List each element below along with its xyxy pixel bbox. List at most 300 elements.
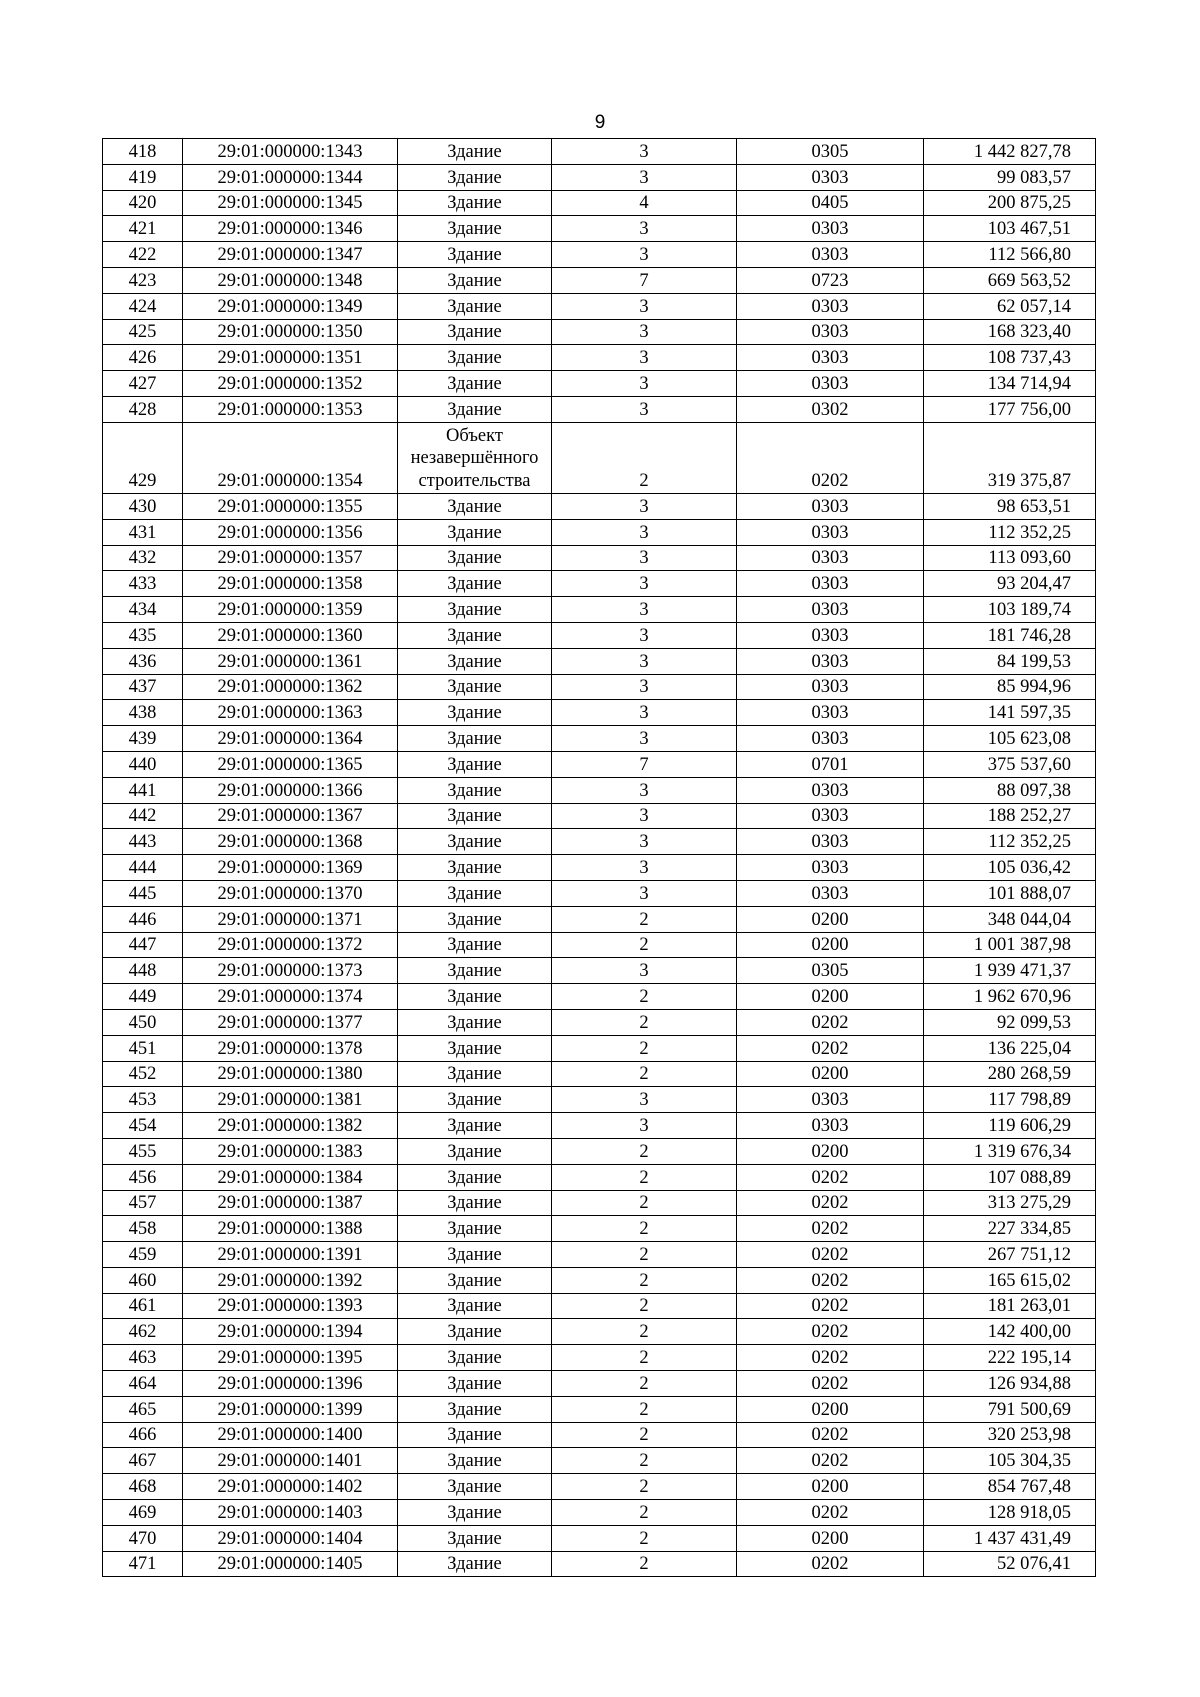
code-cell: 0202 <box>737 1500 924 1526</box>
cadastral-number-cell: 29:01:000000:1351 <box>183 345 398 371</box>
object-type-cell: Здание <box>398 880 552 906</box>
code-cell: 0202 <box>737 1345 924 1371</box>
cadastral-value-cell: 105 036,42 <box>924 855 1096 881</box>
group-cell: 3 <box>552 396 737 422</box>
cadastral-number-cell: 29:01:000000:1377 <box>183 1009 398 1035</box>
group-cell: 3 <box>552 1113 737 1139</box>
row-number-cell: 452 <box>103 1061 183 1087</box>
table-row <box>103 345 1096 371</box>
cadastral-number-cell: 29:01:000000:1358 <box>183 571 398 597</box>
cadastral-number-cell: 29:01:000000:1384 <box>183 1164 398 1190</box>
object-type-cell: Здание <box>398 622 552 648</box>
row-number-cell: 469 <box>103 1500 183 1526</box>
object-type-cell: Здание <box>398 1190 552 1216</box>
table-row <box>103 216 1096 242</box>
cadastral-number-cell: 29:01:000000:1345 <box>183 190 398 216</box>
code-cell: 0303 <box>737 371 924 397</box>
table-row <box>103 1551 1096 1577</box>
table-row <box>103 164 1096 190</box>
table-row <box>103 1448 1096 1474</box>
table-row <box>103 519 1096 545</box>
cadastral-value-cell: 1 437 431,49 <box>924 1525 1096 1551</box>
group-cell: 7 <box>552 267 737 293</box>
row-number-cell: 419 <box>103 164 183 190</box>
page-number: 9 <box>594 112 606 133</box>
code-cell: 0305 <box>737 139 924 165</box>
object-type-cell: Здание <box>398 1164 552 1190</box>
object-type-cell: Здание <box>398 751 552 777</box>
group-cell: 3 <box>552 519 737 545</box>
group-cell: 2 <box>552 984 737 1010</box>
object-type-cell: Здание <box>398 396 552 422</box>
row-number-cell: 448 <box>103 958 183 984</box>
object-type-cell: Здание <box>398 1009 552 1035</box>
object-type-cell: Здание <box>398 190 552 216</box>
table-row <box>103 958 1096 984</box>
row-number-cell: 447 <box>103 932 183 958</box>
cadastral-number-cell: 29:01:000000:1394 <box>183 1319 398 1345</box>
group-cell: 2 <box>552 1500 737 1526</box>
table-row <box>103 1267 1096 1293</box>
cadastral-value-cell: 1 962 670,96 <box>924 984 1096 1010</box>
row-number-cell: 454 <box>103 1113 183 1139</box>
object-type-cell: Здание <box>398 1113 552 1139</box>
code-cell: 0200 <box>737 1396 924 1422</box>
code-cell: 0202 <box>737 1293 924 1319</box>
group-cell: 2 <box>552 906 737 932</box>
row-number-cell: 429 <box>103 422 183 493</box>
code-cell: 0303 <box>737 545 924 571</box>
group-cell: 3 <box>552 242 737 268</box>
object-type-cell: Здание <box>398 345 552 371</box>
cadastral-value-cell: 222 195,14 <box>924 1345 1096 1371</box>
cadastral-value-cell: 52 076,41 <box>924 1551 1096 1577</box>
object-type-cell: Здание <box>398 1087 552 1113</box>
code-cell: 0200 <box>737 984 924 1010</box>
cadastral-number-cell: 29:01:000000:1366 <box>183 777 398 803</box>
row-number-cell: 455 <box>103 1138 183 1164</box>
table-row <box>103 371 1096 397</box>
cadastral-value-cell: 227 334,85 <box>924 1216 1096 1242</box>
code-cell: 0303 <box>737 571 924 597</box>
code-cell: 0202 <box>737 1035 924 1061</box>
object-type-cell: Здание <box>398 164 552 190</box>
cadastral-number-cell: 29:01:000000:1380 <box>183 1061 398 1087</box>
object-type-cell: Объект незавершённого строительства <box>398 422 552 493</box>
object-type-cell: Здание <box>398 932 552 958</box>
object-type-cell: Здание <box>398 648 552 674</box>
object-type-cell: Здание <box>398 242 552 268</box>
cadastral-number-cell: 29:01:000000:1362 <box>183 674 398 700</box>
code-cell: 0303 <box>737 648 924 674</box>
cadastral-value-cell: 107 088,89 <box>924 1164 1096 1190</box>
group-cell: 3 <box>552 726 737 752</box>
group-cell: 3 <box>552 216 737 242</box>
row-number-cell: 463 <box>103 1345 183 1371</box>
cadastral-value-cell: 181 746,28 <box>924 622 1096 648</box>
cadastral-number-cell: 29:01:000000:1371 <box>183 906 398 932</box>
group-cell: 3 <box>552 880 737 906</box>
table-row <box>103 1009 1096 1035</box>
group-cell: 3 <box>552 597 737 623</box>
cadastral-value-cell: 375 537,60 <box>924 751 1096 777</box>
cadastral-number-cell: 29:01:000000:1373 <box>183 958 398 984</box>
group-cell: 2 <box>552 1242 737 1268</box>
group-cell: 2 <box>552 1164 737 1190</box>
cadastral-number-cell: 29:01:000000:1350 <box>183 319 398 345</box>
cadastral-value-cell: 112 352,25 <box>924 519 1096 545</box>
code-cell: 0303 <box>737 777 924 803</box>
object-type-cell: Здание <box>398 700 552 726</box>
row-number-cell: 432 <box>103 545 183 571</box>
cadastral-value-cell: 117 798,89 <box>924 1087 1096 1113</box>
code-cell: 0200 <box>737 1061 924 1087</box>
group-cell: 3 <box>552 319 737 345</box>
cadastral-value-cell: 181 263,01 <box>924 1293 1096 1319</box>
cadastral-number-cell: 29:01:000000:1343 <box>183 139 398 165</box>
code-cell: 0202 <box>737 422 924 493</box>
cadastral-value-cell: 112 352,25 <box>924 829 1096 855</box>
cadastral-number-cell: 29:01:000000:1348 <box>183 267 398 293</box>
object-type-cell: Здание <box>398 1345 552 1371</box>
cadastral-value-cell: 98 653,51 <box>924 493 1096 519</box>
cadastral-number-cell: 29:01:000000:1388 <box>183 1216 398 1242</box>
table-row <box>103 267 1096 293</box>
group-cell: 3 <box>552 345 737 371</box>
cadastral-value-cell: 134 714,94 <box>924 371 1096 397</box>
group-cell: 2 <box>552 1216 737 1242</box>
cadastral-number-cell: 29:01:000000:1381 <box>183 1087 398 1113</box>
row-number-cell: 449 <box>103 984 183 1010</box>
cadastral-number-cell: 29:01:000000:1405 <box>183 1551 398 1577</box>
cadastral-number-cell: 29:01:000000:1346 <box>183 216 398 242</box>
cadastral-number-cell: 29:01:000000:1367 <box>183 803 398 829</box>
cadastral-value-cell: 200 875,25 <box>924 190 1096 216</box>
row-number-cell: 438 <box>103 700 183 726</box>
code-cell: 0405 <box>737 190 924 216</box>
cadastral-value-cell: 188 252,27 <box>924 803 1096 829</box>
cadastral-value-cell: 669 563,52 <box>924 267 1096 293</box>
cadastral-number-cell: 29:01:000000:1368 <box>183 829 398 855</box>
object-type-cell: Здание <box>398 216 552 242</box>
group-cell: 2 <box>552 1525 737 1551</box>
row-number-cell: 421 <box>103 216 183 242</box>
cadastral-number-cell: 29:01:000000:1401 <box>183 1448 398 1474</box>
row-number-cell: 446 <box>103 906 183 932</box>
cadastral-value-cell: 113 093,60 <box>924 545 1096 571</box>
cadastral-value-cell: 1 001 387,98 <box>924 932 1096 958</box>
cadastral-number-cell: 29:01:000000:1353 <box>183 396 398 422</box>
cadastral-value-cell: 177 756,00 <box>924 396 1096 422</box>
group-cell: 2 <box>552 1138 737 1164</box>
row-number-cell: 436 <box>103 648 183 674</box>
cadastral-value-cell: 1 319 676,34 <box>924 1138 1096 1164</box>
group-cell: 2 <box>552 1061 737 1087</box>
cadastral-number-cell: 29:01:000000:1361 <box>183 648 398 674</box>
cadastral-number-cell: 29:01:000000:1363 <box>183 700 398 726</box>
cadastral-value-cell: 105 623,08 <box>924 726 1096 752</box>
code-cell: 0303 <box>737 319 924 345</box>
code-cell: 0305 <box>737 958 924 984</box>
cadastral-value-table <box>102 138 1096 1577</box>
row-number-cell: 459 <box>103 1242 183 1268</box>
group-cell: 2 <box>552 1448 737 1474</box>
table-row <box>103 984 1096 1010</box>
code-cell: 0303 <box>737 597 924 623</box>
row-number-cell: 453 <box>103 1087 183 1113</box>
cadastral-number-cell: 29:01:000000:1357 <box>183 545 398 571</box>
table-row <box>103 319 1096 345</box>
object-type-cell: Здание <box>398 855 552 881</box>
object-type-cell: Здание <box>398 803 552 829</box>
cadastral-value-cell: 108 737,43 <box>924 345 1096 371</box>
row-number-cell: 450 <box>103 1009 183 1035</box>
object-type-cell: Здание <box>398 1319 552 1345</box>
cadastral-value-cell: 105 304,35 <box>924 1448 1096 1474</box>
cadastral-value-cell: 85 994,96 <box>924 674 1096 700</box>
code-cell: 0303 <box>737 493 924 519</box>
cadastral-number-cell: 29:01:000000:1354 <box>183 422 398 493</box>
object-type-cell: Здание <box>398 545 552 571</box>
table-row <box>103 803 1096 829</box>
group-cell: 3 <box>552 777 737 803</box>
object-type-cell: Здание <box>398 777 552 803</box>
object-type-cell: Здание <box>398 1422 552 1448</box>
group-cell: 3 <box>552 803 737 829</box>
object-type-cell: Здание <box>398 958 552 984</box>
code-cell: 0202 <box>737 1164 924 1190</box>
object-type-cell: Здание <box>398 674 552 700</box>
code-cell: 0200 <box>737 932 924 958</box>
cadastral-value-cell: 319 375,87 <box>924 422 1096 493</box>
object-type-cell: Здание <box>398 1061 552 1087</box>
table-row <box>103 880 1096 906</box>
code-cell: 0302 <box>737 396 924 422</box>
row-number-cell: 462 <box>103 1319 183 1345</box>
cadastral-number-cell: 29:01:000000:1400 <box>183 1422 398 1448</box>
row-number-cell: 423 <box>103 267 183 293</box>
table-row <box>103 1474 1096 1500</box>
cadastral-number-cell: 29:01:000000:1360 <box>183 622 398 648</box>
table-row <box>103 906 1096 932</box>
cadastral-number-cell: 29:01:000000:1402 <box>183 1474 398 1500</box>
row-number-cell: 466 <box>103 1422 183 1448</box>
row-number-cell: 431 <box>103 519 183 545</box>
group-cell: 2 <box>552 1190 737 1216</box>
cadastral-value-cell: 99 083,57 <box>924 164 1096 190</box>
cadastral-value-cell: 88 097,38 <box>924 777 1096 803</box>
table-row <box>103 493 1096 519</box>
code-cell: 0303 <box>737 242 924 268</box>
object-type-cell: Здание <box>398 493 552 519</box>
group-cell: 2 <box>552 1474 737 1500</box>
cadastral-value-cell: 103 189,74 <box>924 597 1096 623</box>
group-cell: 3 <box>552 139 737 165</box>
object-type-cell: Здание <box>398 1551 552 1577</box>
table-row <box>103 855 1096 881</box>
cadastral-value-cell: 119 606,29 <box>924 1113 1096 1139</box>
code-cell: 0200 <box>737 1525 924 1551</box>
table-row <box>103 751 1096 777</box>
code-cell: 0200 <box>737 1474 924 1500</box>
code-cell: 0303 <box>737 345 924 371</box>
cadastral-value-cell: 92 099,53 <box>924 1009 1096 1035</box>
table-row <box>103 622 1096 648</box>
row-number-cell: 435 <box>103 622 183 648</box>
table-row <box>103 932 1096 958</box>
row-number-cell: 445 <box>103 880 183 906</box>
object-type-cell: Здание <box>398 906 552 932</box>
row-number-cell: 461 <box>103 1293 183 1319</box>
table-row <box>103 1525 1096 1551</box>
group-cell: 3 <box>552 829 737 855</box>
cadastral-number-cell: 29:01:000000:1359 <box>183 597 398 623</box>
table-body <box>103 139 1096 1577</box>
group-cell: 3 <box>552 700 737 726</box>
object-type-cell: Здание <box>398 597 552 623</box>
object-type-cell: Здание <box>398 1371 552 1397</box>
cadastral-number-cell: 29:01:000000:1387 <box>183 1190 398 1216</box>
cadastral-value-cell: 101 888,07 <box>924 880 1096 906</box>
group-cell: 2 <box>552 1319 737 1345</box>
row-number-cell: 439 <box>103 726 183 752</box>
code-cell: 0303 <box>737 164 924 190</box>
object-type-cell: Здание <box>398 1396 552 1422</box>
table-row <box>103 242 1096 268</box>
object-type-cell: Здание <box>398 829 552 855</box>
code-cell: 0723 <box>737 267 924 293</box>
row-number-cell: 433 <box>103 571 183 597</box>
group-cell: 3 <box>552 571 737 597</box>
code-cell: 0200 <box>737 1138 924 1164</box>
row-number-cell: 456 <box>103 1164 183 1190</box>
group-cell: 2 <box>552 1267 737 1293</box>
group-cell: 4 <box>552 190 737 216</box>
group-cell: 2 <box>552 1551 737 1577</box>
group-cell: 3 <box>552 674 737 700</box>
object-type-cell: Здание <box>398 571 552 597</box>
cadastral-number-cell: 29:01:000000:1344 <box>183 164 398 190</box>
cadastral-number-cell: 29:01:000000:1403 <box>183 1500 398 1526</box>
table-row <box>103 1190 1096 1216</box>
group-cell: 3 <box>552 622 737 648</box>
cadastral-value-cell: 280 268,59 <box>924 1061 1096 1087</box>
table-row <box>103 396 1096 422</box>
group-cell: 3 <box>552 958 737 984</box>
row-number-cell: 427 <box>103 371 183 397</box>
row-number-cell: 418 <box>103 139 183 165</box>
cadastral-value-cell: 84 199,53 <box>924 648 1096 674</box>
row-number-cell: 468 <box>103 1474 183 1500</box>
cadastral-number-cell: 29:01:000000:1349 <box>183 293 398 319</box>
row-number-cell: 434 <box>103 597 183 623</box>
table-row <box>103 829 1096 855</box>
cadastral-value-cell: 168 323,40 <box>924 319 1096 345</box>
row-number-cell: 443 <box>103 829 183 855</box>
table-row <box>103 1113 1096 1139</box>
object-type-cell: Здание <box>398 267 552 293</box>
object-type-cell: Здание <box>398 293 552 319</box>
table-row <box>103 139 1096 165</box>
code-cell: 0202 <box>737 1216 924 1242</box>
cadastral-number-cell: 29:01:000000:1370 <box>183 880 398 906</box>
group-cell: 2 <box>552 1293 737 1319</box>
cadastral-value-cell: 136 225,04 <box>924 1035 1096 1061</box>
cadastral-value-cell: 142 400,00 <box>924 1319 1096 1345</box>
row-number-cell: 471 <box>103 1551 183 1577</box>
table-row <box>103 571 1096 597</box>
object-type-cell: Здание <box>398 1293 552 1319</box>
group-cell: 3 <box>552 293 737 319</box>
cadastral-number-cell: 29:01:000000:1382 <box>183 1113 398 1139</box>
cadastral-value-cell: 93 204,47 <box>924 571 1096 597</box>
code-cell: 0202 <box>737 1267 924 1293</box>
cadastral-value-cell: 1 939 471,37 <box>924 958 1096 984</box>
code-cell: 0202 <box>737 1371 924 1397</box>
table-row <box>103 700 1096 726</box>
row-number-cell: 458 <box>103 1216 183 1242</box>
object-type-cell: Здание <box>398 139 552 165</box>
table-row <box>103 1164 1096 1190</box>
object-type-cell: Здание <box>398 1267 552 1293</box>
code-cell: 0303 <box>737 855 924 881</box>
cadastral-number-cell: 29:01:000000:1393 <box>183 1293 398 1319</box>
table-row <box>103 674 1096 700</box>
row-number-cell: 424 <box>103 293 183 319</box>
table-row <box>103 293 1096 319</box>
group-cell: 3 <box>552 648 737 674</box>
cadastral-value-cell: 854 767,48 <box>924 1474 1096 1500</box>
group-cell: 2 <box>552 1345 737 1371</box>
cadastral-number-cell: 29:01:000000:1369 <box>183 855 398 881</box>
cadastral-value-cell: 320 253,98 <box>924 1422 1096 1448</box>
code-cell: 0303 <box>737 1087 924 1113</box>
object-type-cell: Здание <box>398 1242 552 1268</box>
object-type-cell: Здание <box>398 1474 552 1500</box>
table-row <box>103 1345 1096 1371</box>
row-number-cell: 420 <box>103 190 183 216</box>
object-type-cell: Здание <box>398 726 552 752</box>
group-cell: 2 <box>552 422 737 493</box>
code-cell: 0200 <box>737 906 924 932</box>
code-cell: 0202 <box>737 1319 924 1345</box>
cadastral-number-cell: 29:01:000000:1391 <box>183 1242 398 1268</box>
object-type-cell: Здание <box>398 1138 552 1164</box>
cadastral-value-cell: 126 934,88 <box>924 1371 1096 1397</box>
table-row <box>103 1319 1096 1345</box>
cadastral-value-cell: 141 597,35 <box>924 700 1096 726</box>
row-number-cell: 470 <box>103 1525 183 1551</box>
table-row <box>103 648 1096 674</box>
cadastral-value-cell: 313 275,29 <box>924 1190 1096 1216</box>
cadastral-number-cell: 29:01:000000:1392 <box>183 1267 398 1293</box>
code-cell: 0202 <box>737 1448 924 1474</box>
row-number-cell: 467 <box>103 1448 183 1474</box>
object-type-cell: Здание <box>398 319 552 345</box>
group-cell: 2 <box>552 1371 737 1397</box>
cadastral-value-cell: 1 442 827,78 <box>924 139 1096 165</box>
group-cell: 3 <box>552 493 737 519</box>
table-row <box>103 422 1096 493</box>
table-row <box>103 597 1096 623</box>
row-number-cell: 457 <box>103 1190 183 1216</box>
row-number-cell: 428 <box>103 396 183 422</box>
group-cell: 2 <box>552 1035 737 1061</box>
row-number-cell: 430 <box>103 493 183 519</box>
code-cell: 0303 <box>737 803 924 829</box>
code-cell: 0303 <box>737 700 924 726</box>
object-type-cell: Здание <box>398 371 552 397</box>
